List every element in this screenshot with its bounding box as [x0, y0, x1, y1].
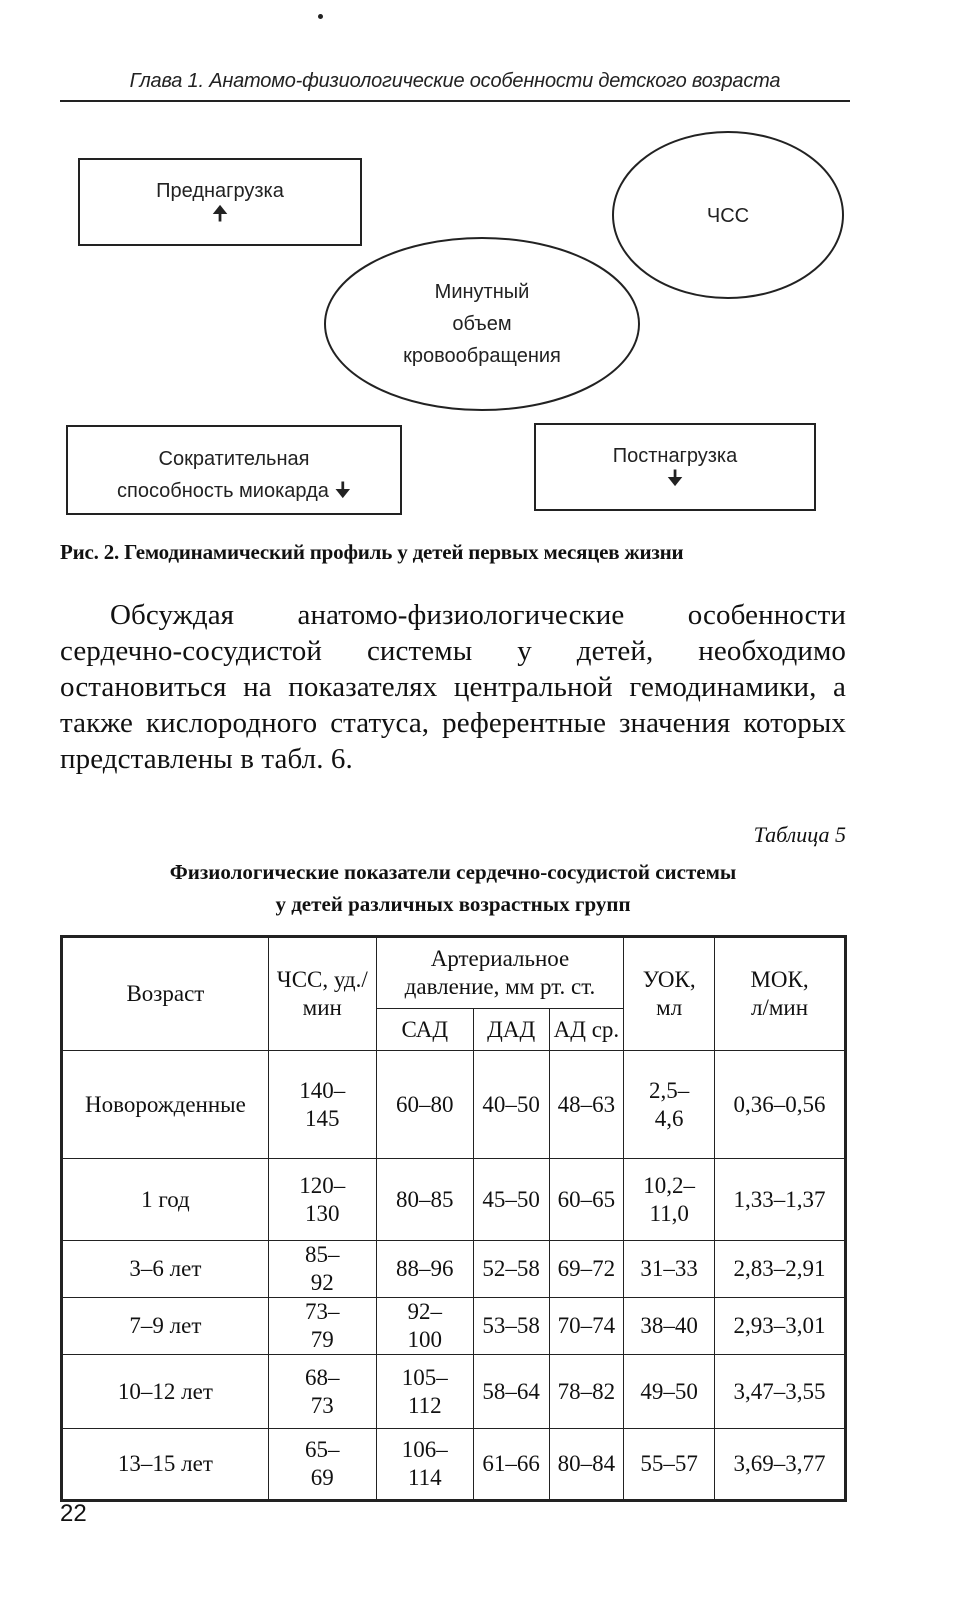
header-mbp: АД ср. [549, 1009, 624, 1051]
cell-sbp: 106–114 [376, 1429, 473, 1501]
cell-sv: 31–33 [624, 1241, 715, 1298]
cell-age: Новорожденные [62, 1051, 269, 1159]
cell-co: 2,83–2,91 [715, 1241, 846, 1298]
down-arrow-icon: 🠋 [334, 478, 351, 502]
cell-co: 3,69–3,77 [715, 1429, 846, 1501]
running-header: Глава 1. Анатомо-физиологические особенности детского возраста [129, 70, 781, 92]
cell-dbp: 40–50 [473, 1051, 549, 1159]
cell-mbp: 80–84 [549, 1429, 624, 1501]
cell-sv: 2,5–4,6 [624, 1051, 715, 1159]
cell-age: 7–9 лет [62, 1298, 269, 1355]
cell-co: 0,36–0,56 [715, 1051, 846, 1159]
cell-dbp: 52–58 [473, 1241, 549, 1298]
cell-mbp: 69–72 [549, 1241, 624, 1298]
cell-age: 13–15 лет [62, 1429, 269, 1501]
cell-co: 3,47–3,55 [715, 1355, 846, 1429]
header-sv: УОК, мл [624, 937, 715, 1051]
contractility-box [66, 425, 402, 515]
cell-co: 1,33–1,37 [715, 1159, 846, 1241]
cell-sv: 10,2–11,0 [624, 1159, 715, 1241]
cell-sv: 38–40 [624, 1298, 715, 1355]
body-paragraph: Обсуждая анатомо-физиологические особенности сердечно-сосудистой системы у детей, необходимо остановиться на показателях центральной гемодинамики, а также кислородного статуса, референтные значения которых представлены в табл. 6. [60, 599, 846, 775]
header-age: Возраст [62, 937, 269, 1051]
cell-sbp: 80–85 [376, 1159, 473, 1241]
cell-sv: 55–57 [624, 1429, 715, 1501]
afterload-label: Постнагрузка [612, 445, 738, 467]
cardiac-output-line3: кровообращения [403, 345, 561, 367]
cell-hr: 120–130 [268, 1159, 376, 1241]
table-body [62, 1051, 846, 1501]
afterload-box [534, 423, 816, 511]
cell-co: 2,93–3,01 [715, 1298, 846, 1355]
cell-age: 10–12 лет [62, 1355, 269, 1429]
cell-hr: 73–79 [268, 1298, 376, 1355]
cell-hr: 65–69 [268, 1429, 376, 1501]
down-arrow-icon: 🠋 [666, 466, 684, 490]
table-row [62, 1051, 846, 1159]
header-hr: ЧСС, уд./мин [268, 937, 376, 1051]
cell-sbp: 60–80 [376, 1051, 473, 1159]
cell-hr: 85–92 [268, 1241, 376, 1298]
cardiac-output-label [372, 276, 592, 372]
table-row [62, 1355, 846, 1429]
cell-sv: 49–50 [624, 1355, 715, 1429]
header-bp: Артериальное давление, мм рт. ст. [376, 937, 624, 1009]
figure-caption: Рис. 2. Гемодинамический профиль у детей первых месяцев жизни [60, 540, 684, 564]
header-sbp: САД [376, 1009, 473, 1051]
cell-age: 3–6 лет [62, 1241, 269, 1298]
table-label: Таблица 5 [753, 822, 846, 847]
preload-label: Преднагрузка [156, 180, 284, 202]
cell-dbp: 45–50 [473, 1159, 549, 1241]
cell-dbp: 61–66 [473, 1429, 549, 1501]
page-number: 22 [60, 1500, 87, 1527]
cell-dbp: 58–64 [473, 1355, 549, 1429]
table-row [62, 1241, 846, 1298]
cell-hr: 140–145 [268, 1051, 376, 1159]
cell-sbp: 105–112 [376, 1355, 473, 1429]
contractility-line2: способность миокарда [117, 480, 329, 502]
up-arrow-icon: 🠉 [211, 201, 229, 225]
header-co: МОК, л/мин [715, 937, 846, 1051]
cardiac-output-line1: Минутный [434, 281, 530, 303]
cell-sbp: 88–96 [376, 1241, 473, 1298]
cell-dbp: 53–58 [473, 1298, 549, 1355]
table-title-line2: у детей различных возрастных групп [275, 892, 631, 916]
cell-mbp: 48–63 [549, 1051, 624, 1159]
preload-box [78, 158, 362, 246]
header-dbp: ДАД [473, 1009, 549, 1051]
physiology-table [60, 935, 847, 1502]
cell-mbp: 78–82 [549, 1355, 624, 1429]
cell-mbp: 60–65 [549, 1159, 624, 1241]
table-title-line1: Физиологические показатели сердечно-сосудистой системы [169, 860, 737, 884]
table-row [62, 1429, 846, 1501]
table-title [60, 856, 846, 920]
cell-sbp: 92–100 [376, 1298, 473, 1355]
cardiac-output-line2: объем [452, 313, 512, 335]
cell-mbp: 70–74 [549, 1298, 624, 1355]
table-row [62, 1298, 846, 1355]
contractility-line1: Сократительная [158, 448, 310, 470]
table-row [62, 1159, 846, 1241]
cell-age: 1 год [62, 1159, 269, 1241]
cell-hr: 68–73 [268, 1355, 376, 1429]
hr-label: ЧСС [706, 205, 750, 227]
contractility-line2-wrap [68, 475, 400, 507]
